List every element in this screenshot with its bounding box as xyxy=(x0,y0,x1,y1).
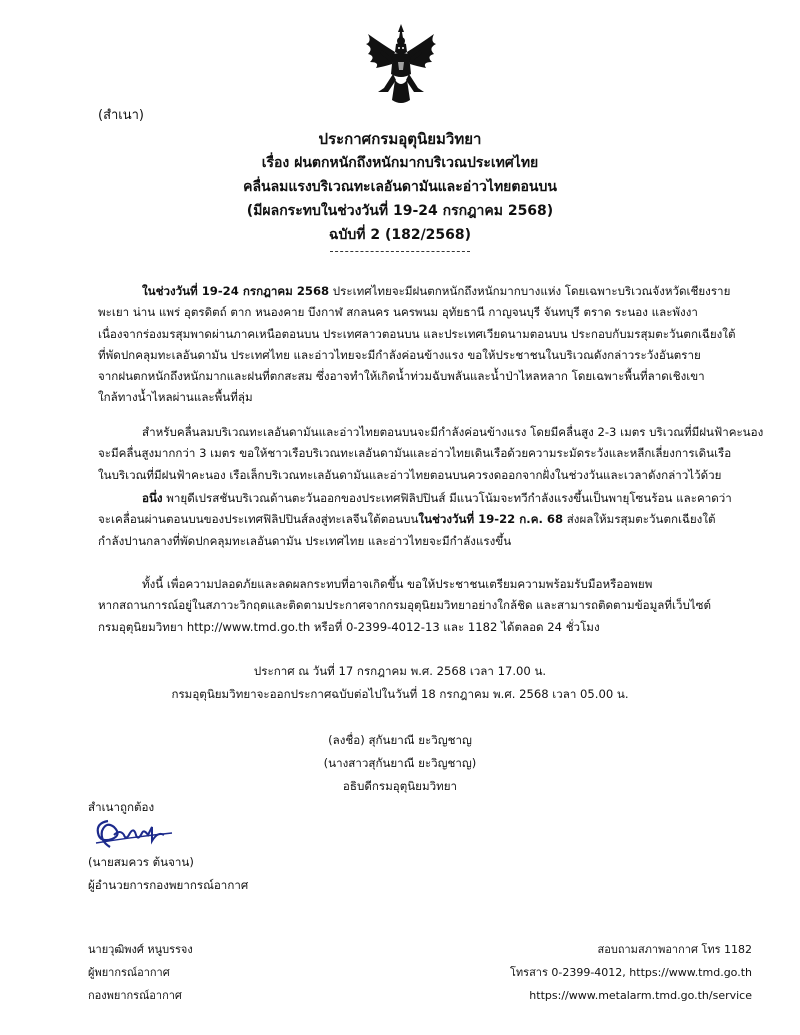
signed-by: (ลงชื่อ) สุกันยาณี ยะวิญชาญ xyxy=(328,733,472,747)
paragraph-line: ใกล้ทางน้ำไหลผ่านและพื้นที่ลุ่ม xyxy=(98,390,253,405)
paragraph-line: กำลังปานกลางที่พัดปกคลุมทะเลอันดามัน ประเทศไทย และอ่าวไทยจะมีกำลังแรงขึ้น xyxy=(98,533,512,548)
paragraph-line: หากสถานการณ์อยู่ในสภาวะวิกฤตและติดตามประกาศจากกรมอุตุนิยมวิทยาอย่างใกล้ชิด และสามารถติดตามข้อมูลที่เว็บไซต์ xyxy=(98,598,712,613)
signer-name: (นางสาวสุกันยาณี ยะวิญชาญ) xyxy=(323,756,477,770)
announcement-subject: เรื่อง ฝนตกหนักถึงหนักมากบริเวณประเทศไทย xyxy=(261,155,539,171)
paragraph-line xyxy=(98,488,752,509)
forecaster-division: กองพยากรณ์อากาศ xyxy=(88,989,182,1002)
text-span: พายุดีเปรสชันบริเวณด้านตะวันออกของประเทศฟิลิปปินส์ มีแนวโน้มจะทวีกำลังแรงขึ้นเป็นพายุโซนร้อน และคาดว่า xyxy=(162,491,732,505)
announcement-title: ประกาศกรมอุตุนิยมวิทยา xyxy=(318,130,482,148)
paragraph-line: จากฝนตกหนักถึงหนักมากและฝนที่ตกสะสม ซึ่งอาจทำให้เกิดน้ำท่วมฉับพลันและน้ำป่าไหลหลาก โดยเฉพาะพื้นที่ลาดเชิงเขา xyxy=(98,369,705,384)
paragraph-line: ทั้งนี้ เพื่อความปลอดภัยและลดผลกระทบที่อาจเกิดขึ้น ขอให้ประชาชนเตรียมความพร้อมรับมือหรืออพยพ xyxy=(142,577,653,591)
fax-website: โทรสาร 0-2399-4012, https://www.tmd.go.th xyxy=(510,966,752,979)
garuda-emblem-icon xyxy=(362,22,440,108)
title-divider xyxy=(330,251,470,252)
handwritten-signature-icon xyxy=(92,813,178,853)
forecaster-name: นายวุฒิพงศ์ หนูบรรจง xyxy=(88,943,193,956)
announcement-issue: ฉบับที่ 2 (182/2568) xyxy=(328,227,472,243)
copy-tag: (สำเนา) xyxy=(98,108,145,123)
paragraph-line: เนื่องจากร่องมรสุมพาดผ่านภาคเหนือตอนบน ประเทศลาวตอนบน และประเทศเวียดนามตอนบน ประกอบกับมรสุมตะวันตกเฉียงใต้ xyxy=(98,326,736,341)
paragraph-line: ในบริเวณที่มีฝนฟ้าคะนอง เรือเล็กบริเวณทะเลอันดามันและอ่าวไทยตอนบนควรงดออกจากฝั่งในช่วงวันและเวลาดังกล่าวไว้ด้วย xyxy=(98,467,722,482)
signer-position: อธิบดีกรมอุตุนิยมวิทยา xyxy=(342,779,458,793)
paragraph-line: จะมีคลื่นสูงมากกว่า 3 เมตร ขอให้ชาวเรือบริเวณทะเลอันดามันและอ่าวไทยเดินเรือด้วยความระมัดระวังและหลีกเลี่ยงการเดินเรือ xyxy=(98,446,732,461)
next-announcement: กรมอุตุนิยมวิทยาจะออกประกาศฉบับต่อไปในวันที่ 18 กรกฎาคม พ.ศ. 2568 เวลา 05.00 น. xyxy=(171,687,629,701)
paragraph-storm xyxy=(98,488,752,552)
paragraph-line: สำหรับคลื่นลมบริเวณทะเลอันดามันและอ่าวไทยตอนบนจะมีกำลังค่อนข้างแรง โดยมีคลื่นสูง 2-3 เมตร บริเวณที่มีฝนฟ้าคะนอง xyxy=(142,425,764,439)
paragraph-line: พะเยา น่าน แพร่ อุตรดิตถ์ ตาก หนองคาย บึงกาฬ สกลนคร นครพนม อุทัยธานี กาญจนบุรี จันทบุรี ตราด ระนอง และพังงา xyxy=(98,305,698,320)
certifier-name: (นายสมควร ต้นจาน) xyxy=(88,855,194,869)
announce-date: ประกาศ ณ วันที่ 17 กรกฎาคม พ.ศ. 2568 เวลา 17.00 น. xyxy=(253,664,547,678)
paragraph-waves xyxy=(98,422,764,486)
storm-period-bold: ในช่วงวันที่ 19-22 ก.ค. 68 xyxy=(418,512,564,527)
announcement-period: (มีผลกระทบในช่วงวันที่ 19-24 กรกฎาคม 2568) xyxy=(246,203,554,219)
paragraph-line: กรมอุตุนิยมวิทยา http://www.tmd.go.th หรือที่ 0-2399-4012-13 และ 1182 ได้ตลอด 24 ชั่วโมง xyxy=(98,619,600,634)
text-span: ส่งผลให้มรสุมตะวันตกเฉียงใต้ xyxy=(563,512,716,527)
paragraph-line: ที่พัดปกคลุมทะเลอันดามัน ประเทศไทย และอ่าวไทยจะมีกำลังค่อนข้างแรง ขอให้ประชาชนในบริเวณดังกล่าวระวังอันตราย xyxy=(98,347,701,362)
footer-left xyxy=(88,938,193,1007)
paragraph-advice xyxy=(98,574,752,638)
text-span: ประเทศไทยจะมีฝนตกหนักถึงหนักมากบางแห่ง โดยเฉพาะบริเวณจังหวัดเชียงราย xyxy=(329,284,731,298)
announcement-subject-2: คลื่นลมแรงบริเวณทะเลอันดามันและอ่าวไทยตอนบน xyxy=(243,179,557,195)
footer-right xyxy=(510,938,752,1007)
paragraph-rain xyxy=(98,281,752,409)
text-span: จะเคลื่อนผ่านตอนบนของประเทศฟิลิปปินส์ลงสู่ทะเลจีนใต้ตอนบน xyxy=(98,512,419,527)
hotline: สอบถามสภาพอากาศ โทร 1182 xyxy=(597,943,752,956)
paragraph-line xyxy=(98,509,752,530)
paragraph-line xyxy=(98,281,752,302)
certified-label: สำเนาถูกต้อง xyxy=(88,800,155,814)
certifier-position: ผู้อำนวยการกองพยากรณ์อากาศ xyxy=(88,878,249,892)
forecaster-position: ผู้พยากรณ์อากาศ xyxy=(88,966,170,979)
metalarm-link[interactable]: https://www.metalarm.tmd.go.th/service xyxy=(529,989,752,1002)
rain-period-bold: ในช่วงวันที่ 19-24 กรกฎาคม 2568 xyxy=(142,284,330,298)
note-bold: อนึ่ง xyxy=(142,491,163,505)
